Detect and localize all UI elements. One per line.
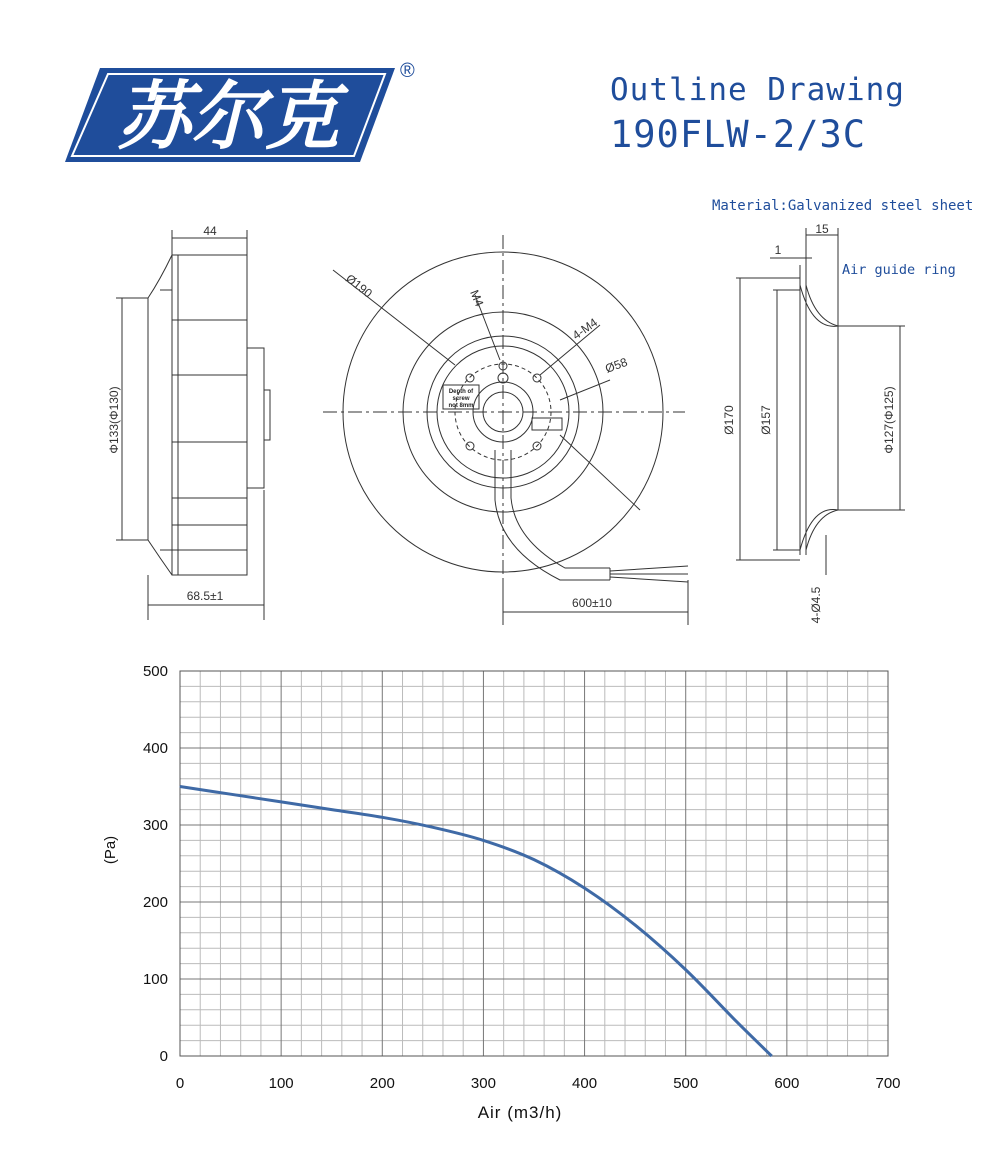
curve-point [584,888,585,889]
chart-grid-minor [180,671,888,1056]
air-guide-label: Air guide ring [842,262,956,278]
outline-drawing [0,180,1000,640]
chart-plot-frame [180,671,888,1056]
y-tick-label: 400 [142,740,168,757]
dim-side-width: 44 [203,224,217,238]
screw-note-2: screw [452,396,470,402]
dim-cable-length: 600±10 [572,596,612,610]
brand-logo [60,60,400,170]
registered-mark: ® [400,60,415,82]
curve-point [685,969,686,970]
x-tick-label: 500 [673,1075,699,1092]
dim-outer-diameter: Ø190 [343,271,375,301]
dim-ring-15: 15 [815,222,829,236]
y-tick-label: 300 [142,817,168,834]
curve-point [635,925,636,926]
dim-side-diameter: Φ133(Φ130) [107,386,121,454]
y-tick-label: 500 [142,663,168,680]
y-tick-label: 100 [142,971,168,988]
x-tick-label: 300 [470,1075,496,1092]
y-axis-ticks [143,663,168,1065]
curve-point [331,809,332,810]
curve-point [281,801,282,802]
y-axis-label: (Pa) [102,835,119,865]
curve-point [382,817,383,818]
curve-point [180,786,181,787]
curve-point [483,840,484,841]
x-tick-label: 600 [774,1075,800,1092]
front-view [323,235,688,625]
chart-grid-major [180,671,888,1056]
dim-ring-157: Ø157 [759,405,773,435]
performance-chart [0,640,1000,1160]
dim-ring-127: Φ127(Φ125) [882,386,896,454]
pressure-airflow-curve [180,787,772,1057]
dim-ring-1: 1 [774,243,782,257]
screw-note-1: Depth of [448,389,474,395]
curve-point [736,1021,737,1022]
screw-note-3: not 8mm [448,403,474,409]
dim-side-depth: 68.5±1 [186,589,224,603]
dim-58: Ø58 [603,354,630,376]
dim-ring-170: Ø170 [722,405,736,435]
dim-m4: M4 [467,287,487,309]
x-tick-label: 0 [175,1075,185,1092]
x-axis-ticks [176,1075,901,1092]
curve-point [230,794,231,795]
drawing-title: Outline Drawing [610,72,905,108]
x-axis-label: Air (m3/h) [477,1103,563,1122]
dim-ring-holes: 4-Ø4.5 [809,586,823,624]
dim-4-m4: 4-M4 [569,315,601,343]
material-note: Material:Galvanized steel sheet [712,198,974,214]
x-tick-label: 100 [268,1075,294,1092]
y-tick-label: 0 [159,1048,168,1065]
model-number: 190FLW-2/3C [610,113,867,156]
x-tick-label: 700 [875,1075,901,1092]
logo-graphic [60,60,400,170]
x-tick-label: 400 [572,1075,598,1092]
logo-text: 苏尔克 [117,75,339,158]
y-tick-label: 200 [142,894,168,911]
curve-point [771,1056,772,1057]
curve-point [432,827,433,828]
x-tick-label: 200 [369,1075,395,1092]
curve-data-points [180,786,773,1057]
side-view [116,230,270,620]
air-guide-ring-view [736,228,905,575]
curve-point [534,859,535,860]
